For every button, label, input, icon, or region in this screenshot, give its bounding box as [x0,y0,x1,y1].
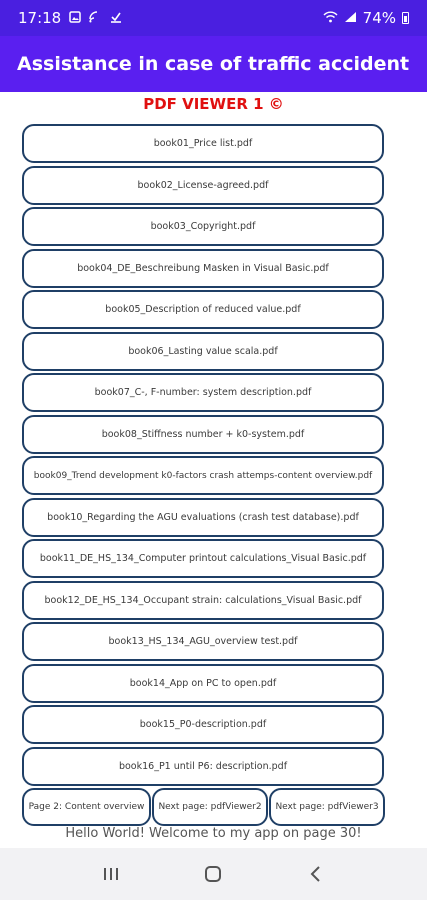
app-bar [0,36,427,92]
book-button-11[interactable]: book11_DE_HS_134_Computer printout calculations_Visual Basic.pdf [22,539,384,578]
next-page-viewer2-button[interactable]: Next page: pdfViewer2 [152,788,268,826]
book-button-10[interactable]: book10_Regarding the AGU evaluations (crash test database).pdf [22,498,384,537]
status-left [18,9,122,27]
home-icon[interactable] [193,859,233,889]
book-button-16[interactable]: book16_P1 until P6: description.pdf [22,747,384,786]
content-overview-button[interactable]: Page 2: Content overview [22,788,151,826]
book-button-08[interactable]: book08_Stiffness number + k0-system.pdf [22,415,384,454]
book-button-03[interactable]: book03_Copyright.pdf [22,207,384,246]
pdf-viewer-title: PDF VIEWER 1 © [143,95,284,113]
book-button-04[interactable]: book04_DE_Beschreibung Masken in Visual Basic.pdf [22,249,384,288]
app-title: Assistance in case of traffic accident [17,53,410,75]
status-time: 17:18 [18,9,62,27]
system-nav-bar [0,848,427,900]
book-button-12[interactable]: book12_DE_HS_134_Occupant strain: calculations_Visual Basic.pdf [22,581,384,620]
cast-icon [89,11,102,25]
book-button-02[interactable]: book02_License-agreed.pdf [22,166,384,205]
hello-world-text: Hello World! Welcome to my app on page 30! [65,826,362,841]
wifi-icon [323,11,338,25]
status-bar [0,0,427,36]
book-button-06[interactable]: book06_Lasting value scala.pdf [22,332,384,371]
back-icon[interactable] [296,859,336,889]
book-button-13[interactable]: book13_HS_134_AGU_overview test.pdf [22,622,384,661]
download-done-icon [110,11,122,25]
recent-apps-icon[interactable] [91,859,131,889]
book-button-05[interactable]: book05_Description of reduced value.pdf [22,290,384,329]
book-button-01[interactable]: book01_Price list.pdf [22,124,384,163]
signal-icon [344,11,357,25]
battery-icon [402,12,409,24]
book-button-14[interactable]: book14_App on PC to open.pdf [22,664,384,703]
book-button-15[interactable]: book15_P0-description.pdf [22,705,384,744]
image-icon [69,11,81,25]
battery-percent: 74% [362,9,396,27]
book-button-07[interactable]: book07_C-, F-number: system description.pdf [22,373,384,412]
status-right [323,9,409,27]
next-page-viewer3-button[interactable]: Next page: pdfViewer3 [269,788,385,826]
book-button-09[interactable]: book09_Trend development k0-factors crash attemps-content overview.pdf [22,456,384,495]
